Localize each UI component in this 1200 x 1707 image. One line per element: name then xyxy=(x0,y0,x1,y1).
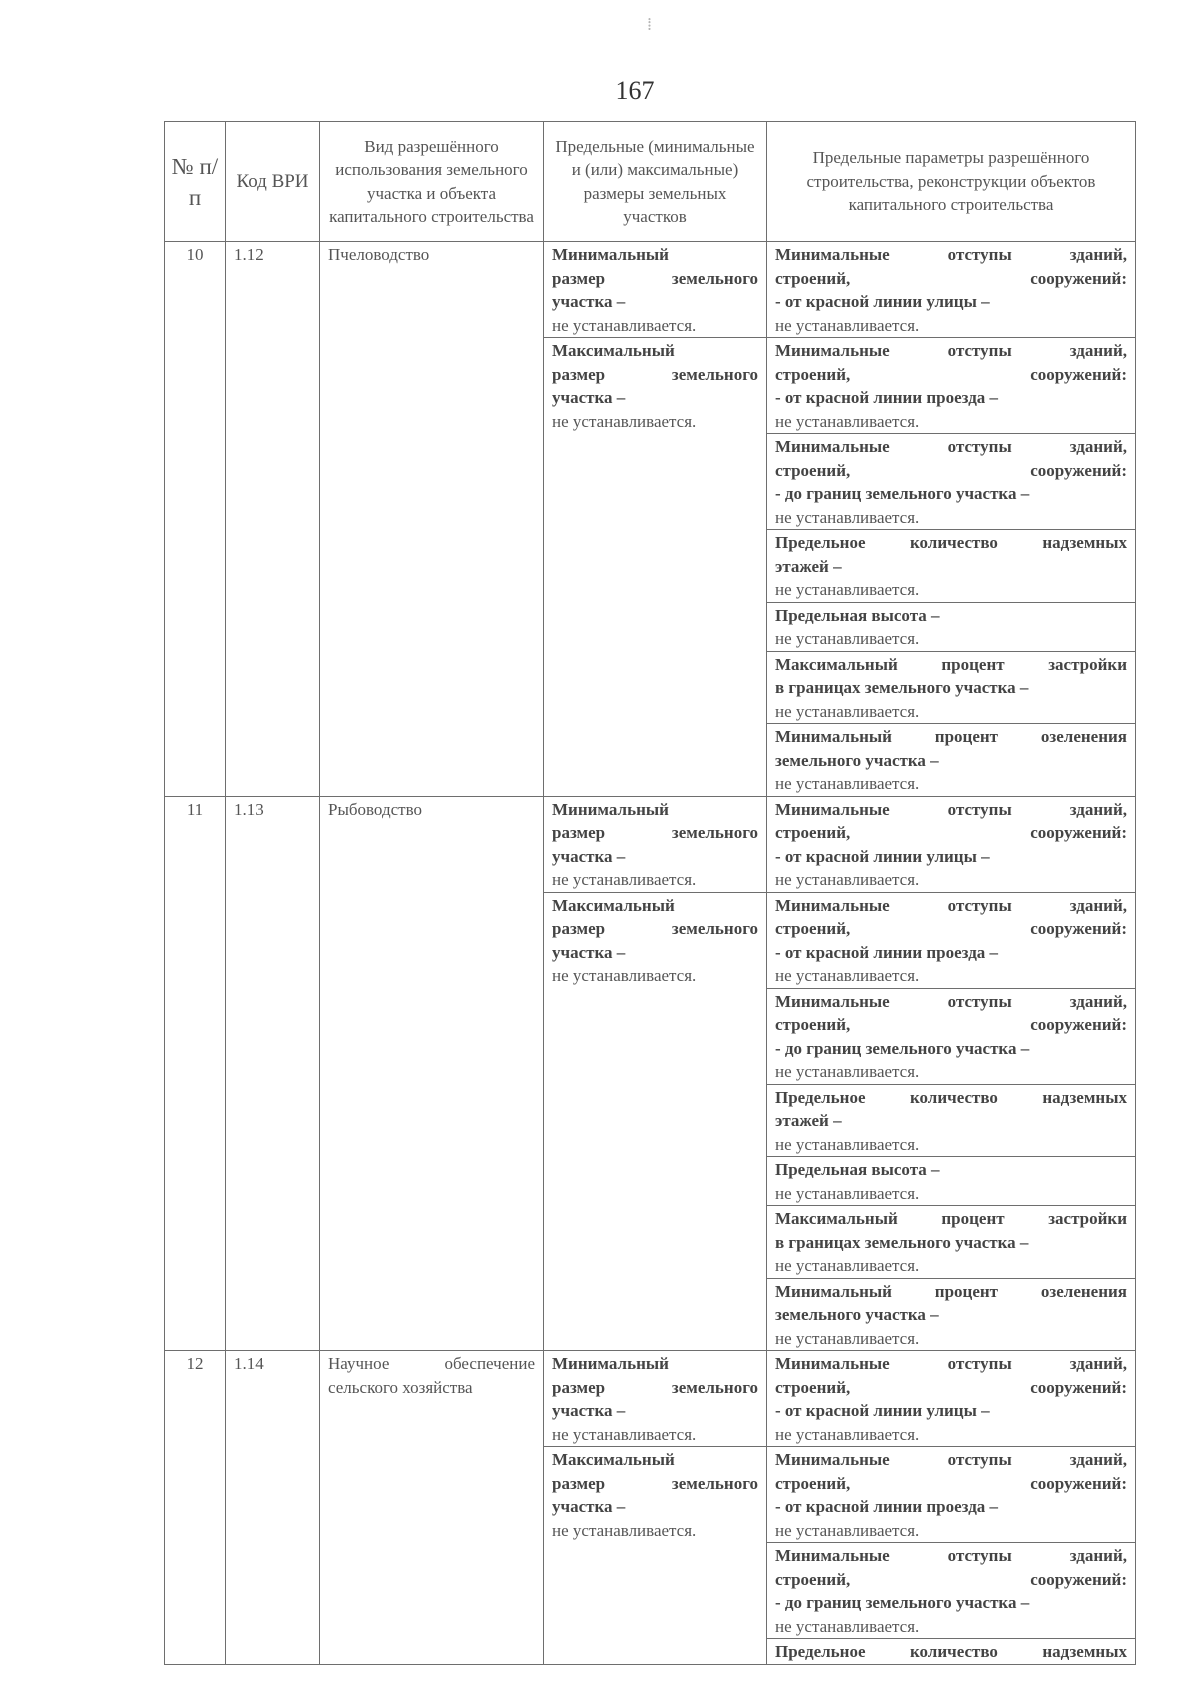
params-label: Минимальные отступы зданий, строений, сооружений: - от красной линии улицы – xyxy=(775,799,1127,866)
params-label: Минимальные отступы зданий, строений, сооружений: - до границ земельного участка – xyxy=(775,437,1127,503)
row-number: 12 xyxy=(165,1351,226,1665)
table-row xyxy=(165,796,1136,892)
row-vri: Рыбоводство xyxy=(320,796,544,1351)
params-label: Предельное количество надземных этажей – xyxy=(775,1087,1127,1130)
params-value: не устанавливается. xyxy=(775,1062,920,1081)
size-cell xyxy=(544,242,767,338)
size-value: не устанавливается. xyxy=(552,315,697,335)
param-cell xyxy=(767,1639,1136,1665)
param-cell xyxy=(767,988,1136,1084)
params-label: Минимальные отступы зданий, строений, сооружений: - от красной линии проезда – xyxy=(775,1450,1127,1516)
params-value: не устанавливается. xyxy=(775,507,920,527)
param-cell xyxy=(767,651,1136,724)
param-cell xyxy=(767,602,1136,651)
param-cell xyxy=(767,1543,1136,1639)
params-label: Максимальный процент застройки в границах земельного участка – xyxy=(775,1209,1127,1252)
row-code: 1.13 xyxy=(226,796,320,1351)
param-cell xyxy=(767,796,1136,892)
param-cell xyxy=(767,242,1136,338)
params-value: не устанавливается. xyxy=(775,1328,920,1348)
size-value: не устанавливается. xyxy=(552,870,697,889)
params-label: Предельное количество надземных xyxy=(775,1642,1127,1661)
header-params: Предельные параметры разрешённого строительства, реконструкции объектов капитального строительства xyxy=(767,122,1136,242)
size-label: Максимальный размер земельного участка – xyxy=(552,341,758,407)
params-label: Минимальные отступы зданий, строений, сооружений: - до границ земельного участка – xyxy=(775,991,1127,1058)
row-code: 1.12 xyxy=(226,242,320,797)
size-label: Максимальный размер земельного участка – xyxy=(552,895,758,962)
params-value: не устанавливается. xyxy=(775,1520,920,1540)
row-number: 11 xyxy=(165,796,226,1351)
param-cell xyxy=(767,1084,1136,1157)
params-label: Предельная высота – xyxy=(775,1160,940,1179)
params-value: не устанавливается. xyxy=(775,774,920,793)
params-label: Предельное количество надземных этажей – xyxy=(775,533,1127,576)
header-code: Код ВРИ xyxy=(226,122,320,242)
param-cell xyxy=(767,434,1136,530)
size-cell xyxy=(544,1447,767,1665)
header-no: № п/п xyxy=(165,122,226,242)
table-body xyxy=(165,242,1136,1665)
table-row xyxy=(165,1351,1136,1447)
params-label: Предельная высота – xyxy=(775,605,940,625)
params-value: не устанавливается. xyxy=(775,1183,920,1203)
page-number: 167 xyxy=(615,76,655,105)
row-code: 1.14 xyxy=(226,1351,320,1665)
size-cell xyxy=(544,338,767,797)
size-cell xyxy=(544,1351,767,1447)
param-cell xyxy=(767,338,1136,434)
row-number: 10 xyxy=(165,242,226,797)
size-label: Минимальный размер земельного участка – xyxy=(552,1354,758,1420)
params-value: не устанавливается. xyxy=(775,1134,920,1154)
params-value: не устанавливается. xyxy=(775,1424,920,1444)
param-cell xyxy=(767,1206,1136,1279)
params-label: Минимальный процент озеленения земельного участка – xyxy=(775,727,1127,770)
params-label: Минимальные отступы зданий, строений, сооружений: - от красной линии проезда – xyxy=(775,895,1127,962)
header-size: Предельные (минимальные и (или) максимальные) размеры земельных участков xyxy=(544,122,767,242)
table-row xyxy=(165,242,1136,338)
param-cell xyxy=(767,1447,1136,1543)
params-label: Минимальные отступы зданий, строений, сооружений: - от красной линии улицы – xyxy=(775,245,1127,311)
params-label: Минимальный процент озеленения земельного участка – xyxy=(775,1281,1127,1324)
param-cell xyxy=(767,724,1136,797)
param-cell xyxy=(767,892,1136,988)
size-value: не устанавливается. xyxy=(552,1424,697,1444)
size-value: не устанавливается. xyxy=(552,1520,697,1540)
row-vri: Научное обеспечение сельского хозяйства xyxy=(320,1351,544,1665)
size-value: не устанавливается. xyxy=(552,966,697,985)
params-value: не устанавливается. xyxy=(775,629,920,648)
params-label: Минимальные отступы зданий, строений, сооружений: - до границ земельного участка – xyxy=(775,1546,1127,1612)
row-vri: Пчеловодство xyxy=(320,242,544,797)
params-label: Минимальные отступы зданий, строений, сооружений: - от красной линии проезда – xyxy=(775,341,1127,407)
header-vri: Вид разрешённого использования земельного участка и объекта капитального строительства xyxy=(320,122,544,242)
params-label: Минимальные отступы зданий, строений, сооружений: - от красной линии улицы – xyxy=(775,1354,1127,1420)
size-label: Максимальный размер земельного участка – xyxy=(552,1450,758,1516)
size-label: Минимальный размер земельного участка – xyxy=(552,799,758,866)
params-value: не устанавливается. xyxy=(775,315,920,335)
param-cell xyxy=(767,530,1136,603)
params-value: не устанавливается. xyxy=(775,870,920,889)
size-cell xyxy=(544,796,767,892)
params-value: не устанавливается. xyxy=(775,411,920,431)
regulations-table xyxy=(164,121,1136,1665)
size-value: не устанавливается. xyxy=(552,411,697,431)
param-cell xyxy=(767,1278,1136,1351)
params-value: не устанавливается. xyxy=(775,966,920,985)
params-value: не устанавливается. xyxy=(775,580,920,599)
size-cell xyxy=(544,892,767,1351)
params-value: не устанавливается. xyxy=(775,1256,920,1275)
param-cell xyxy=(767,1351,1136,1447)
params-value: не устанавливается. xyxy=(775,701,920,721)
table-header-row xyxy=(165,122,1136,242)
size-label: Минимальный размер земельного участка – xyxy=(552,245,758,311)
params-value: не устанавливается. xyxy=(775,1616,920,1636)
param-cell xyxy=(767,1157,1136,1206)
scan-mark: ⁞ xyxy=(647,14,653,34)
params-label: Максимальный процент застройки в границах земельного участка – xyxy=(775,654,1127,697)
